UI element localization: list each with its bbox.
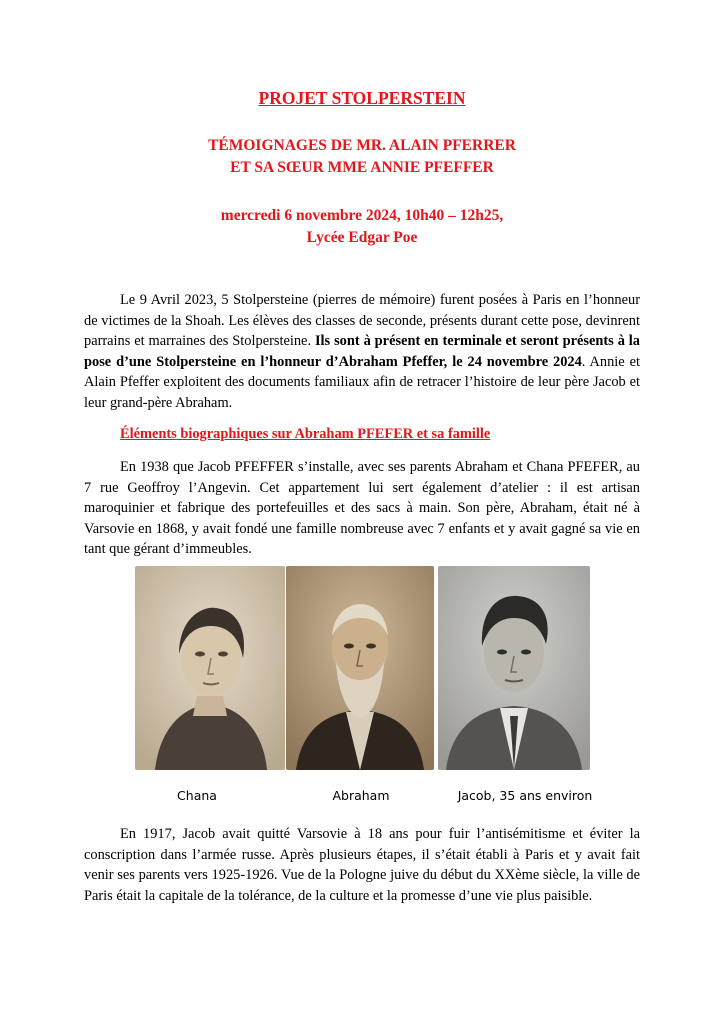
portrait-chana-image	[135, 566, 285, 770]
subtitle	[0, 135, 724, 179]
biography-paragraph-2: En 1917, Jacob avait quitté Varsovie à 18 ans pour fuir l’antisémitisme et éviter la conscription dans l’armée russe. Après plusieurs étapes, il s’était établi à Paris et y avait fait venir ses parents vers 1925-1926. Vue de la Pologne juive du début du XXème siècle, la ville de Paris était la capitale de la tolérance, de la culture et la promesse d’une vie plus paisible.	[84, 826, 640, 904]
caption-chana: Chana	[177, 788, 217, 803]
biography-paragraph-1: En 1938 que Jacob PFEFFER s’installe, avec ses parents Abraham et Chana PFEFER, au 7 rue Geoffroy l’Angevin. Cet appartement lui sert également d’atelier : il est artisan maroquinier et fabrique des portefeuilles et des sacs à main. Son père, Abraham, était né à Varsovie en 1868, y avait fondé une famille nombreuse avec 7 enfants et y avait gagné sa vie en tant que gérant d’immeubles.	[84, 459, 640, 557]
date-line-2: Lycée Edgar Poe	[306, 229, 418, 246]
intro-paragraph	[84, 290, 640, 413]
caption-abraham: Abraham	[332, 788, 390, 803]
photo-strip	[0, 566, 724, 806]
page-title: PROJET STOLPERSTEIN	[258, 88, 466, 108]
photo-chana	[135, 566, 285, 770]
event-date	[0, 205, 724, 249]
intro-text-1: Le 9 Avril 2023, 5 Stolpersteine (pierres de mémoire) furent posées à Paris en l’honneur de victimes de la Shoah. Les élèves des classes de seconde, présents durant cette pose, devinrent parrains et marraines des Stolpersteine.	[84, 292, 640, 349]
photo-jacob	[438, 566, 590, 770]
intro-text-2: . Annie et Alain Pfeffer exploitent des documents familiaux afin de retracer l’histoire de leur père Jacob et leur grand-père Abraham.	[84, 353, 640, 411]
portrait-jacob-image	[438, 566, 590, 770]
portrait-abraham-image	[286, 566, 434, 770]
section-heading: Éléments biographiques sur Abraham PFEFER et sa famille	[120, 426, 491, 442]
intro-text-bold: Ils sont à présent en terminale et seront présents à la pose d’une Stolpersteine en l’honneur d’Abraham Pfeffer, le 24 novembre 2024	[84, 333, 640, 370]
subtitle-line-1: TÉMOIGNAGES DE MR. ALAIN PFERRER	[208, 137, 516, 154]
date-line-1: mercredi 6 novembre 2024, 10h40 – 12h25,	[220, 207, 504, 224]
subtitle-line-2: ET SA SŒUR MME ANNIE PFEFFER	[230, 159, 494, 176]
caption-jacob: Jacob, 35 ans environ	[457, 788, 593, 803]
photo-abraham	[286, 566, 434, 770]
